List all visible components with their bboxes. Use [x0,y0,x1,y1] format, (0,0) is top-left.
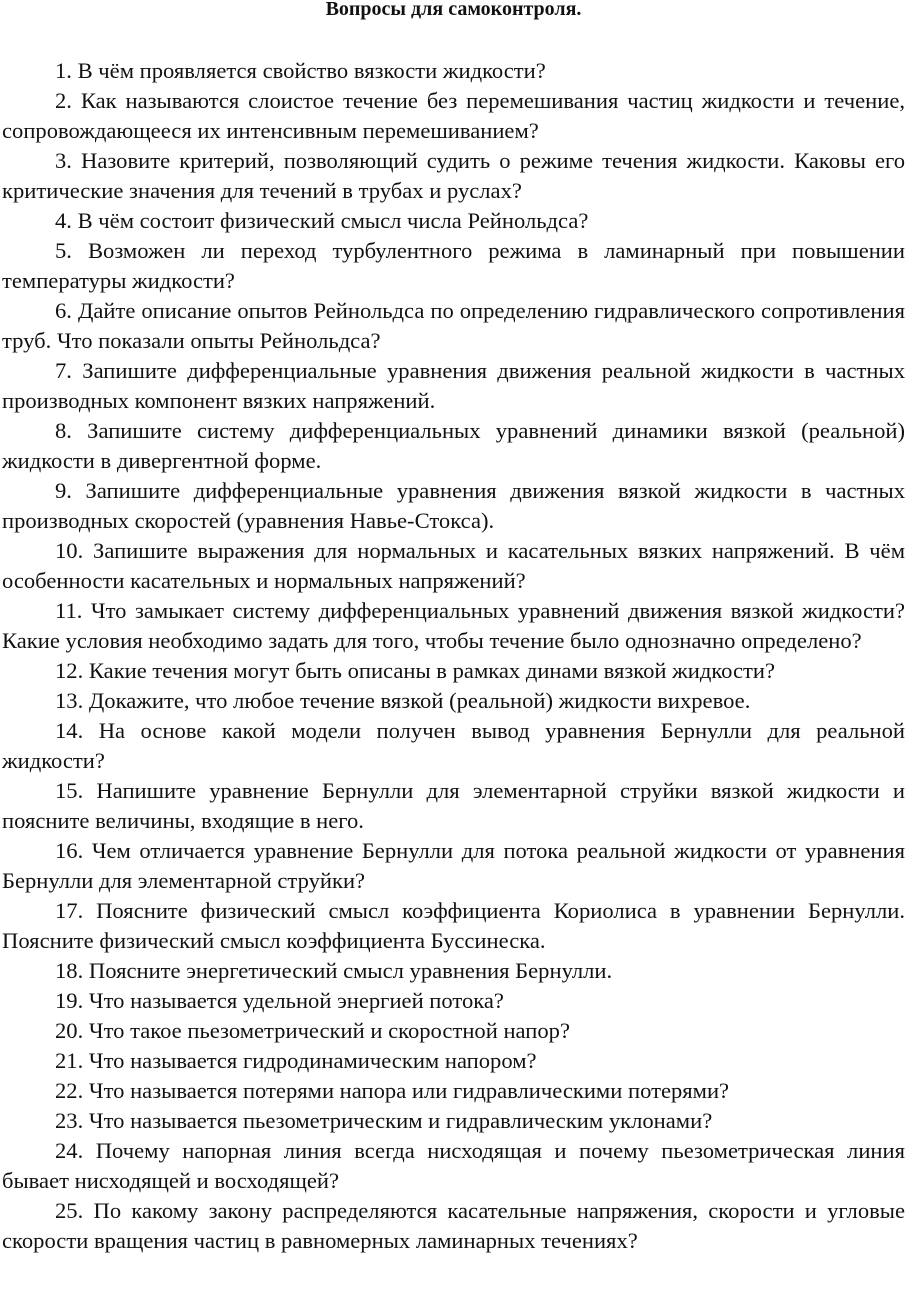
question-item: 7. Запишите дифференциальные уравнения движения реальной жидкости в частных производных компонент вязких напряжений. [2,358,905,413]
question-item: 11. Что замыкает систему дифференциальных уравнений движения вязкой жидкости? Какие условия необходимо задать для того, чтобы течение было однозначно определено? [2,598,905,653]
question-item: 10. Запишите выражения для нормальных и касательных вязких напряжений. В чём особенности касательных и нормальных напряжений? [2,538,905,593]
question-item: 9. Запишите дифференциальные уравнения движения вязкой жидкости в частных производных скоростей (уравнения Навье-Стокса). [2,478,905,533]
question-item: 13. Докажите, что любое течение вязкой (реальной) жидкости вихревое. [55,688,751,713]
question-item: 16. Чем отличается уравнение Бернулли для потока реальной жидкости от уравнения Бернулли для элементарной струйки? [2,838,905,893]
question-item: 22. Что называется потерями напора или гидравлическими потерями? [55,1078,730,1103]
question-list [2,56,905,1256]
question-item: 21. Что называется гидродинамическим напором? [55,1048,537,1073]
question-item: 25. По какому закону распределяются касательные напряжения, скорости и угловые скорости вращения частиц в равномерных ламинарных течениях? [2,1198,905,1253]
question-item: 19. Что называется удельной энергией потока? [55,988,504,1013]
question-item: 15. Напишите уравнение Бернулли для элементарной струйки вязкой жидкости и поясните величины, входящие в него. [2,778,905,833]
question-item: 17. Поясните физический смысл коэффициента Кориолиса в уравнении Бернулли. Поясните физический смысл коэффициента Буссинеска. [2,898,905,953]
question-item: 18. Поясните энергетический смысл уравнения Бернулли. [55,958,613,983]
question-item: 24. Почему напорная линия всегда нисходящая и почему пьезометрическая линия бывает нисходящей и восходящей? [2,1138,905,1193]
question-item: 4. В чём состоит физический смысл числа Рейнольдса? [55,208,589,233]
question-item: 8. Запишите систему дифференциальных уравнений динамики вязкой (реальной) жидкости в дивергентной форме. [2,418,905,473]
page-title: Вопросы для самоконтроля. [325,0,582,20]
question-item: 5. Возможен ли переход турбулентного режима в ламинарный при повышении температуры жидкости? [2,238,905,293]
question-item: 20. Что такое пьезометрический и скоростной напор? [55,1018,570,1043]
question-item: 12. Какие течения могут быть описаны в рамках динами вязкой жидкости? [55,658,776,683]
question-item: 23. Что называется пьезометрическим и гидравлическим уклонами? [55,1108,713,1133]
question-item: 3. Назовите критерий, позволяющий судить о режиме течения жидкости. Каковы его критические значения для течений в трубах и руслах? [2,148,905,203]
question-item: 1. В чём проявляется свойство вязкости жидкости? [55,58,546,83]
question-item: 14. На основе какой модели получен вывод уравнения Бернулли для реальной жидкости? [2,718,905,773]
question-item: 6. Дайте описание опытов Рейнольдса по определению гидравлического сопротивления труб. Что показали опыты Рейнольдса? [2,298,905,353]
question-item: 2. Как называются слоистое течение без перемешивания частиц жидкости и течение, сопровождающееся их интенсивным перемешиванием? [2,88,905,143]
